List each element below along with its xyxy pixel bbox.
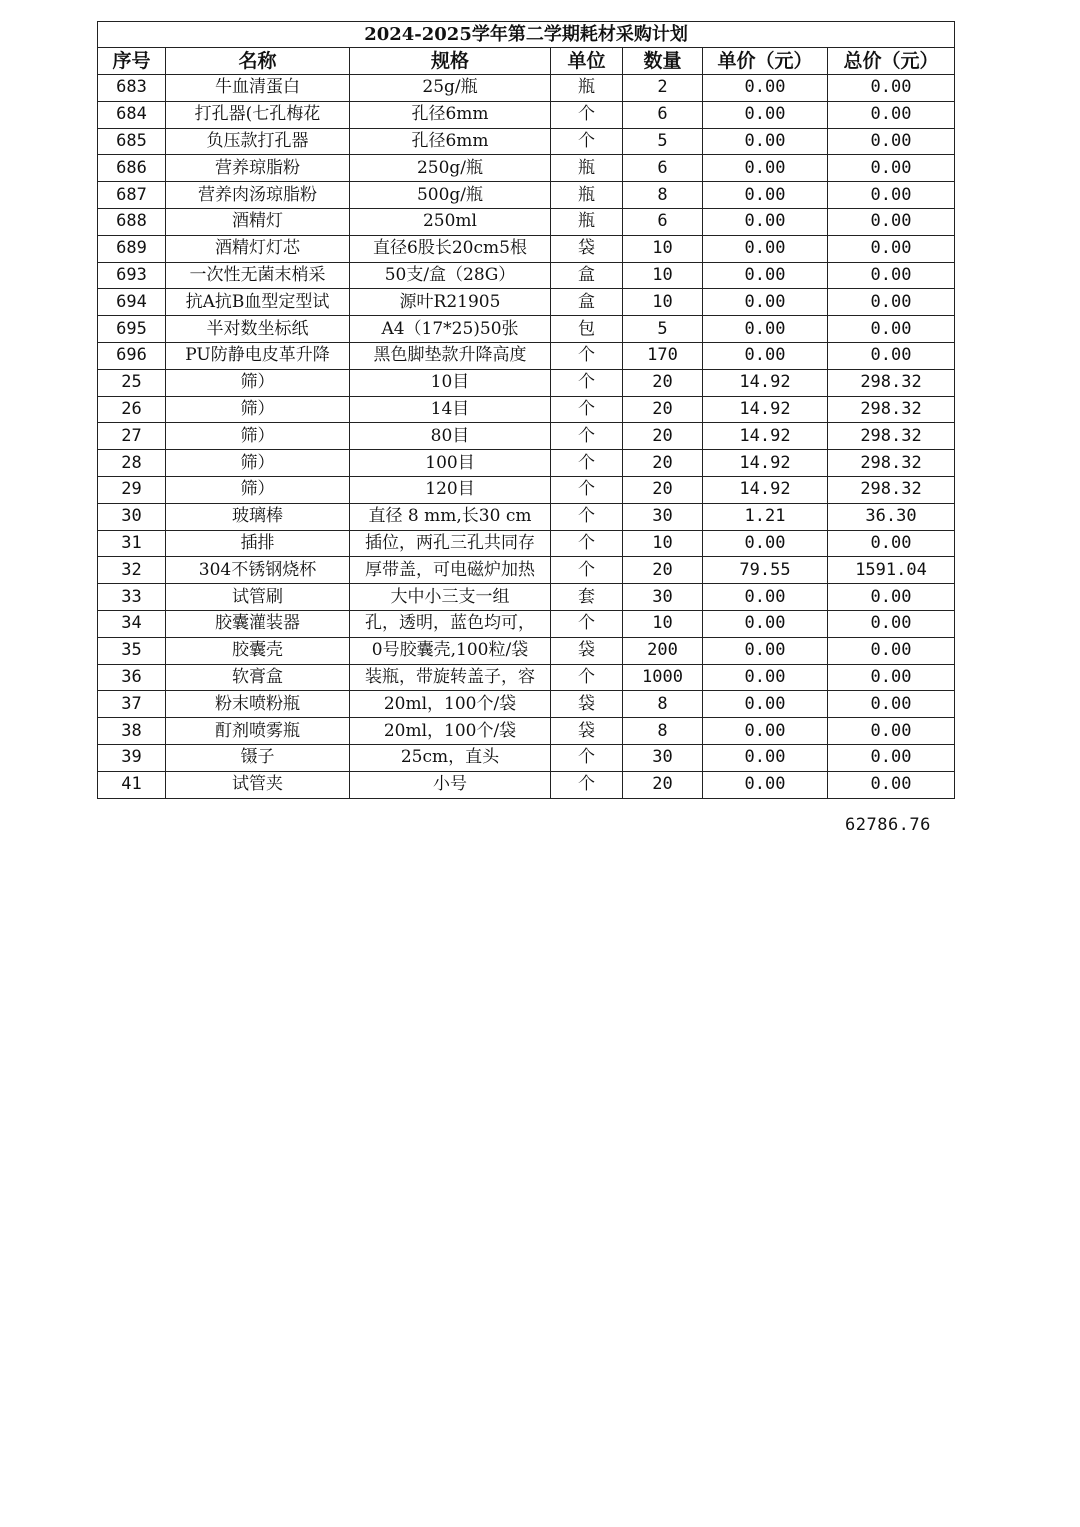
spec-cell: 500g/瓶 <box>350 182 551 209</box>
header-unit: 单位 <box>551 48 623 75</box>
index-cell: 25 <box>98 369 166 396</box>
name-cell: 镊子 <box>166 744 350 771</box>
table-row <box>98 423 955 450</box>
name-cell: 抗A抗B血型定型试 <box>166 289 350 316</box>
name-cell: 营养琼脂粉 <box>166 155 350 182</box>
spec-cell: 250ml <box>350 208 551 235</box>
unit-price-cell: 0.00 <box>703 235 828 262</box>
unit-cell: 个 <box>551 342 623 369</box>
index-cell: 696 <box>98 342 166 369</box>
index-cell: 41 <box>98 771 166 798</box>
quantity-cell: 6 <box>623 155 703 182</box>
total-price-cell: 298.32 <box>828 369 955 396</box>
table-row <box>98 557 955 584</box>
unit-cell: 个 <box>551 530 623 557</box>
name-cell: 酒精灯灯芯 <box>166 235 350 262</box>
total-price-cell: 0.00 <box>828 182 955 209</box>
index-cell: 26 <box>98 396 166 423</box>
quantity-cell: 8 <box>623 182 703 209</box>
quantity-cell: 6 <box>623 101 703 128</box>
unit-price-cell: 0.00 <box>703 316 828 343</box>
index-cell: 36 <box>98 664 166 691</box>
quantity-cell: 30 <box>623 584 703 611</box>
unit-cell: 个 <box>551 369 623 396</box>
index-cell: 29 <box>98 476 166 503</box>
quantity-cell: 5 <box>623 128 703 155</box>
spec-cell: 源叶R21905 <box>350 289 551 316</box>
unit-price-cell: 14.92 <box>703 450 828 477</box>
unit-cell: 瓶 <box>551 208 623 235</box>
unit-cell: 个 <box>551 476 623 503</box>
quantity-cell: 20 <box>623 423 703 450</box>
header-unit-price: 单价（元） <box>703 48 828 75</box>
spec-cell: 孔，透明，蓝色均可， <box>350 610 551 637</box>
name-cell: 牛血清蛋白 <box>166 75 350 102</box>
total-price-cell: 0.00 <box>828 342 955 369</box>
unit-cell: 个 <box>551 610 623 637</box>
table-row <box>98 664 955 691</box>
spec-cell: 10目 <box>350 369 551 396</box>
unit-price-cell: 0.00 <box>703 584 828 611</box>
index-cell: 35 <box>98 637 166 664</box>
unit-price-cell: 0.00 <box>703 342 828 369</box>
quantity-cell: 30 <box>623 744 703 771</box>
index-cell: 31 <box>98 530 166 557</box>
table-row <box>98 342 955 369</box>
name-cell: 一次性无菌末梢采 <box>166 262 350 289</box>
unit-price-cell: 14.92 <box>703 396 828 423</box>
total-price-cell: 0.00 <box>828 316 955 343</box>
name-cell: 软膏盒 <box>166 664 350 691</box>
index-cell: 694 <box>98 289 166 316</box>
name-cell: 插排 <box>166 530 350 557</box>
unit-cell: 包 <box>551 316 623 343</box>
unit-price-cell: 0.00 <box>703 744 828 771</box>
table-row <box>98 530 955 557</box>
total-price-cell: 0.00 <box>828 718 955 745</box>
unit-price-cell: 0.00 <box>703 155 828 182</box>
index-cell: 39 <box>98 744 166 771</box>
index-cell: 693 <box>98 262 166 289</box>
spec-cell: 大中小三支一组 <box>350 584 551 611</box>
name-cell: 粉末喷粉瓶 <box>166 691 350 718</box>
quantity-cell: 1000 <box>623 664 703 691</box>
unit-price-cell: 0.00 <box>703 128 828 155</box>
unit-price-cell: 0.00 <box>703 262 828 289</box>
name-cell: 304不锈钢烧杯 <box>166 557 350 584</box>
unit-price-cell: 0.00 <box>703 718 828 745</box>
total-price-cell: 0.00 <box>828 637 955 664</box>
name-cell: 试管刷 <box>166 584 350 611</box>
total-price-cell: 298.32 <box>828 476 955 503</box>
total-price-cell: 0.00 <box>828 155 955 182</box>
unit-cell: 瓶 <box>551 182 623 209</box>
spec-cell: 14目 <box>350 396 551 423</box>
unit-cell: 个 <box>551 423 623 450</box>
index-cell: 686 <box>98 155 166 182</box>
total-price-cell: 0.00 <box>828 610 955 637</box>
procurement-sheet <box>97 21 954 799</box>
spec-cell: 50支/盒（28G） <box>350 262 551 289</box>
index-cell: 28 <box>98 450 166 477</box>
table-row <box>98 610 955 637</box>
name-cell: 负压款打孔器 <box>166 128 350 155</box>
unit-cell: 套 <box>551 584 623 611</box>
total-price-cell: 36.30 <box>828 503 955 530</box>
spec-cell: 80目 <box>350 423 551 450</box>
spec-cell: 100目 <box>350 450 551 477</box>
spec-cell: 插位，两孔三孔共同存 <box>350 530 551 557</box>
quantity-cell: 10 <box>623 530 703 557</box>
unit-price-cell: 0.00 <box>703 208 828 235</box>
unit-cell: 个 <box>551 744 623 771</box>
total-price-cell: 298.32 <box>828 450 955 477</box>
name-cell: 筛） <box>166 423 350 450</box>
header-total-price: 总价（元） <box>828 48 955 75</box>
unit-price-cell: 0.00 <box>703 610 828 637</box>
table-row <box>98 450 955 477</box>
index-cell: 38 <box>98 718 166 745</box>
quantity-cell: 20 <box>623 450 703 477</box>
spec-cell: 直径 8 mm,长30 cm <box>350 503 551 530</box>
unit-price-cell: 1.21 <box>703 503 828 530</box>
table-row <box>98 744 955 771</box>
table-row <box>98 476 955 503</box>
index-cell: 695 <box>98 316 166 343</box>
name-cell: 玻璃棒 <box>166 503 350 530</box>
name-cell: 胶囊壳 <box>166 637 350 664</box>
unit-cell: 袋 <box>551 637 623 664</box>
spec-cell: 孔径6mm <box>350 128 551 155</box>
unit-price-cell: 0.00 <box>703 101 828 128</box>
total-price-cell: 0.00 <box>828 744 955 771</box>
table-row <box>98 584 955 611</box>
unit-cell: 盒 <box>551 289 623 316</box>
unit-price-cell: 0.00 <box>703 664 828 691</box>
index-cell: 685 <box>98 128 166 155</box>
total-price-cell: 0.00 <box>828 75 955 102</box>
name-cell: PU防静电皮革升降 <box>166 342 350 369</box>
unit-price-cell: 14.92 <box>703 369 828 396</box>
spec-cell: A4（17*25)50张 <box>350 316 551 343</box>
quantity-cell: 5 <box>623 316 703 343</box>
spec-cell: 厚带盖，可电磁炉加热 <box>350 557 551 584</box>
total-price-cell: 0.00 <box>828 771 955 798</box>
spec-cell: 孔径6mm <box>350 101 551 128</box>
unit-price-cell: 0.00 <box>703 182 828 209</box>
quantity-cell: 20 <box>623 369 703 396</box>
quantity-cell: 10 <box>623 289 703 316</box>
table-row <box>98 208 955 235</box>
total-price-cell: 0.00 <box>828 208 955 235</box>
total-price-cell: 298.32 <box>828 423 955 450</box>
unit-price-cell: 14.92 <box>703 423 828 450</box>
procurement-table <box>97 21 955 799</box>
spec-cell: 0号胶囊壳,100粒/袋 <box>350 637 551 664</box>
table-row <box>98 316 955 343</box>
total-price-cell: 0.00 <box>828 584 955 611</box>
index-cell: 32 <box>98 557 166 584</box>
total-price-cell: 0.00 <box>828 235 955 262</box>
spec-cell: 20ml，100个/袋 <box>350 691 551 718</box>
quantity-cell: 170 <box>623 342 703 369</box>
name-cell: 酒精灯 <box>166 208 350 235</box>
unit-cell: 个 <box>551 771 623 798</box>
table-row <box>98 637 955 664</box>
header-index: 序号 <box>98 48 166 75</box>
name-cell: 筛） <box>166 396 350 423</box>
quantity-cell: 20 <box>623 557 703 584</box>
unit-cell: 袋 <box>551 691 623 718</box>
unit-price-cell: 79.55 <box>703 557 828 584</box>
spec-cell: 装瓶，带旋转盖子，容 <box>350 664 551 691</box>
total-price-cell: 1591.04 <box>828 557 955 584</box>
index-cell: 689 <box>98 235 166 262</box>
quantity-cell: 10 <box>623 262 703 289</box>
quantity-cell: 200 <box>623 637 703 664</box>
unit-price-cell: 0.00 <box>703 691 828 718</box>
spec-cell: 黑色脚垫款升降高度 <box>350 342 551 369</box>
table-row <box>98 718 955 745</box>
name-cell: 试管夹 <box>166 771 350 798</box>
quantity-cell: 8 <box>623 691 703 718</box>
name-cell: 打孔器(七孔梅花 <box>166 101 350 128</box>
unit-cell: 袋 <box>551 235 623 262</box>
index-cell: 683 <box>98 75 166 102</box>
unit-cell: 盒 <box>551 262 623 289</box>
total-price-cell: 0.00 <box>828 691 955 718</box>
index-cell: 27 <box>98 423 166 450</box>
index-cell: 30 <box>98 503 166 530</box>
name-cell: 筛） <box>166 369 350 396</box>
unit-cell: 瓶 <box>551 155 623 182</box>
spec-cell: 250g/瓶 <box>350 155 551 182</box>
total-price-cell: 0.00 <box>828 289 955 316</box>
name-cell: 营养肉汤琼脂粉 <box>166 182 350 209</box>
unit-price-cell: 0.00 <box>703 771 828 798</box>
quantity-cell: 2 <box>623 75 703 102</box>
index-cell: 37 <box>98 691 166 718</box>
quantity-cell: 10 <box>623 610 703 637</box>
header-name: 名称 <box>166 48 350 75</box>
table-row <box>98 396 955 423</box>
index-cell: 34 <box>98 610 166 637</box>
unit-cell: 个 <box>551 557 623 584</box>
name-cell: 半对数坐标纸 <box>166 316 350 343</box>
name-cell: 筛） <box>166 450 350 477</box>
unit-price-cell: 0.00 <box>703 530 828 557</box>
quantity-cell: 10 <box>623 235 703 262</box>
unit-cell: 个 <box>551 664 623 691</box>
table-row <box>98 235 955 262</box>
spec-cell: 120目 <box>350 476 551 503</box>
spec-cell: 25g/瓶 <box>350 75 551 102</box>
total-price-cell: 298.32 <box>828 396 955 423</box>
name-cell: 筛） <box>166 476 350 503</box>
index-cell: 688 <box>98 208 166 235</box>
table-body <box>98 75 955 799</box>
unit-cell: 个 <box>551 503 623 530</box>
table-row <box>98 503 955 530</box>
quantity-cell: 30 <box>623 503 703 530</box>
spec-cell: 直径6股长20cm5根 <box>350 235 551 262</box>
total-price-cell: 0.00 <box>828 101 955 128</box>
table-title: 2024-2025学年第二学期耗材采购计划 <box>98 22 955 48</box>
total-price-cell: 0.00 <box>828 262 955 289</box>
table-row <box>98 289 955 316</box>
table-row <box>98 75 955 102</box>
unit-cell: 个 <box>551 450 623 477</box>
unit-cell: 个 <box>551 396 623 423</box>
spec-cell: 25cm，直头 <box>350 744 551 771</box>
table-row <box>98 155 955 182</box>
total-price-cell: 0.00 <box>828 530 955 557</box>
total-price-cell: 0.00 <box>828 664 955 691</box>
title-row <box>98 22 955 48</box>
unit-price-cell: 0.00 <box>703 289 828 316</box>
table-row <box>98 182 955 209</box>
name-cell: 胶囊灌装器 <box>166 610 350 637</box>
table-row <box>98 101 955 128</box>
unit-cell: 瓶 <box>551 75 623 102</box>
table-row <box>98 369 955 396</box>
table-row <box>98 128 955 155</box>
unit-cell: 个 <box>551 128 623 155</box>
name-cell: 酊剂喷雾瓶 <box>166 718 350 745</box>
header-row <box>98 48 955 75</box>
header-quantity: 数量 <box>623 48 703 75</box>
unit-price-cell: 14.92 <box>703 476 828 503</box>
quantity-cell: 8 <box>623 718 703 745</box>
unit-price-cell: 0.00 <box>703 75 828 102</box>
table-row <box>98 771 955 798</box>
unit-price-cell: 0.00 <box>703 637 828 664</box>
index-cell: 684 <box>98 101 166 128</box>
grand-total: 62786.76 <box>845 815 931 835</box>
quantity-cell: 6 <box>623 208 703 235</box>
quantity-cell: 20 <box>623 476 703 503</box>
index-cell: 687 <box>98 182 166 209</box>
spec-cell: 小号 <box>350 771 551 798</box>
unit-cell: 个 <box>551 101 623 128</box>
index-cell: 33 <box>98 584 166 611</box>
unit-cell: 袋 <box>551 718 623 745</box>
table-row <box>98 262 955 289</box>
quantity-cell: 20 <box>623 771 703 798</box>
header-spec: 规格 <box>350 48 551 75</box>
total-price-cell: 0.00 <box>828 128 955 155</box>
table-row <box>98 691 955 718</box>
spec-cell: 20ml，100个/袋 <box>350 718 551 745</box>
quantity-cell: 20 <box>623 396 703 423</box>
